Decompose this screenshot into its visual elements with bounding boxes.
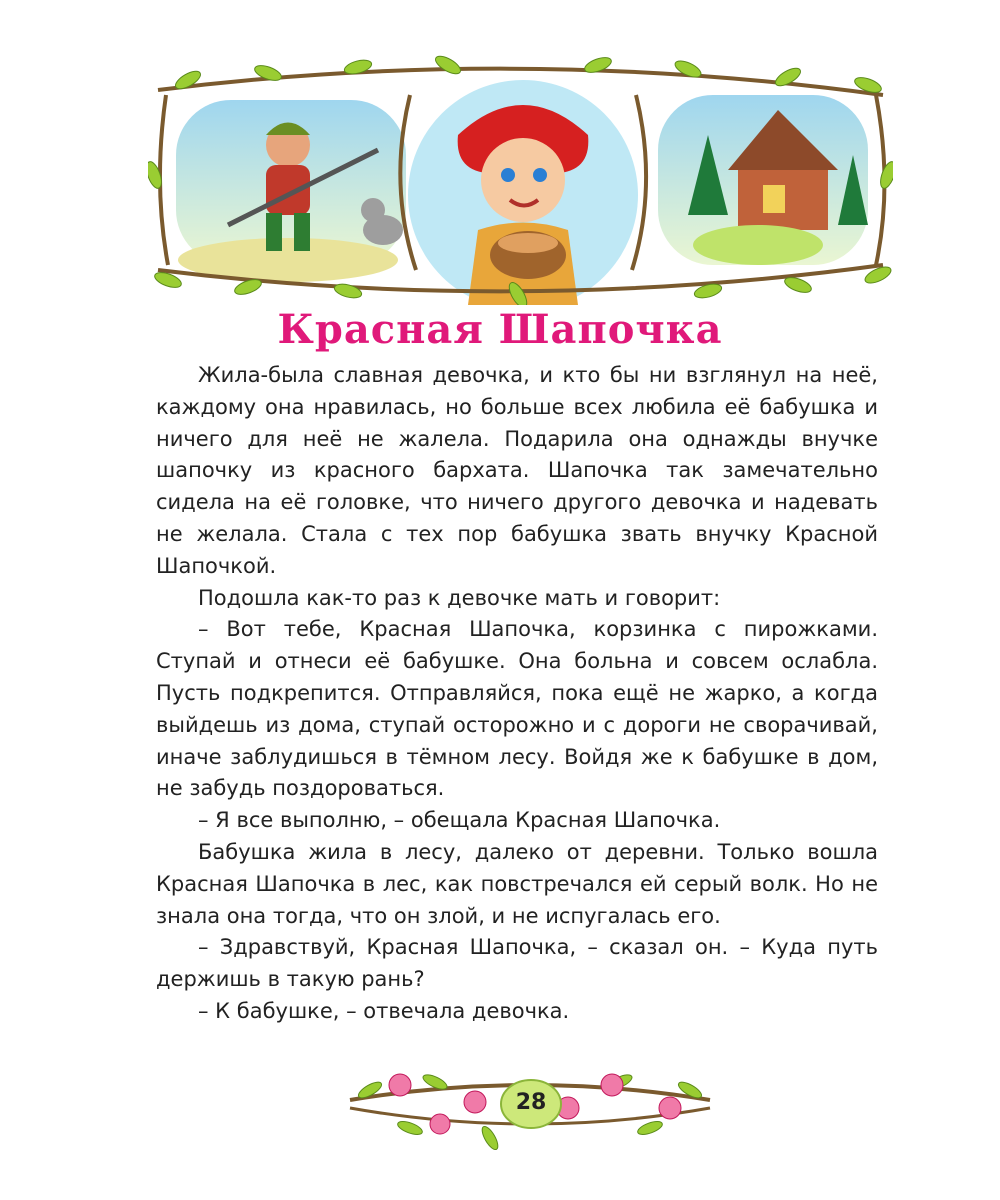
illustration-banner xyxy=(148,55,893,305)
girl-scene xyxy=(408,80,638,305)
paragraph: – К бабушке, – отвечала девочка. xyxy=(198,998,570,1023)
page-number: 28 xyxy=(515,1090,547,1115)
paragraph: Бабушка жила в лесу, далеко от деревни. Только вошла Красная Шапочка в лес, как повстречался ей серый волк. Но не знала она тогда, что он злой, и не испугалась его. xyxy=(156,839,878,928)
hunter-scene xyxy=(176,100,406,282)
paragraph: Подошла как-то раз к девочке мать и говорит: xyxy=(198,585,721,610)
story-text xyxy=(156,360,878,1028)
paragraph: – Здравствуй, Красная Шапочка, – сказал он. – Куда путь держишь в такую рань? xyxy=(156,935,878,992)
house-scene xyxy=(658,95,868,265)
paragraph: – Я все выполню, – обещала Красная Шапочка. xyxy=(198,808,721,833)
paragraph: – Вот тебе, Красная Шапочка, корзинка с пирожками. Ступай и отнеси её бабушке. Она больна и совсем ослабла. Пусть подкрепится. Отправляйся, пока ещё не жарко, а когда выйдешь из дома, ступай осторожно и с дороги не сворачивай, иначе заблудишься в тёмном лесу. Войдя же к бабушке в дом, не забудь поздороваться. xyxy=(156,617,878,801)
paragraph: Жила-была славная девочка, и кто бы ни взглянул на неё, каждому она нравилась, но больше всех любила её бабушка и ничего для неё не жалела. Подарила она однажды внучке шапочку из красного бархата. Шапочка так замечательно сидела на её головке, что ничего другого девочка и надевать не желала. Стала с тех пор бабушка звать внучку Красной Шапочкой. xyxy=(156,363,878,578)
page-number-ornament xyxy=(340,1060,720,1150)
story-title: Красная Шапочка xyxy=(277,306,723,353)
